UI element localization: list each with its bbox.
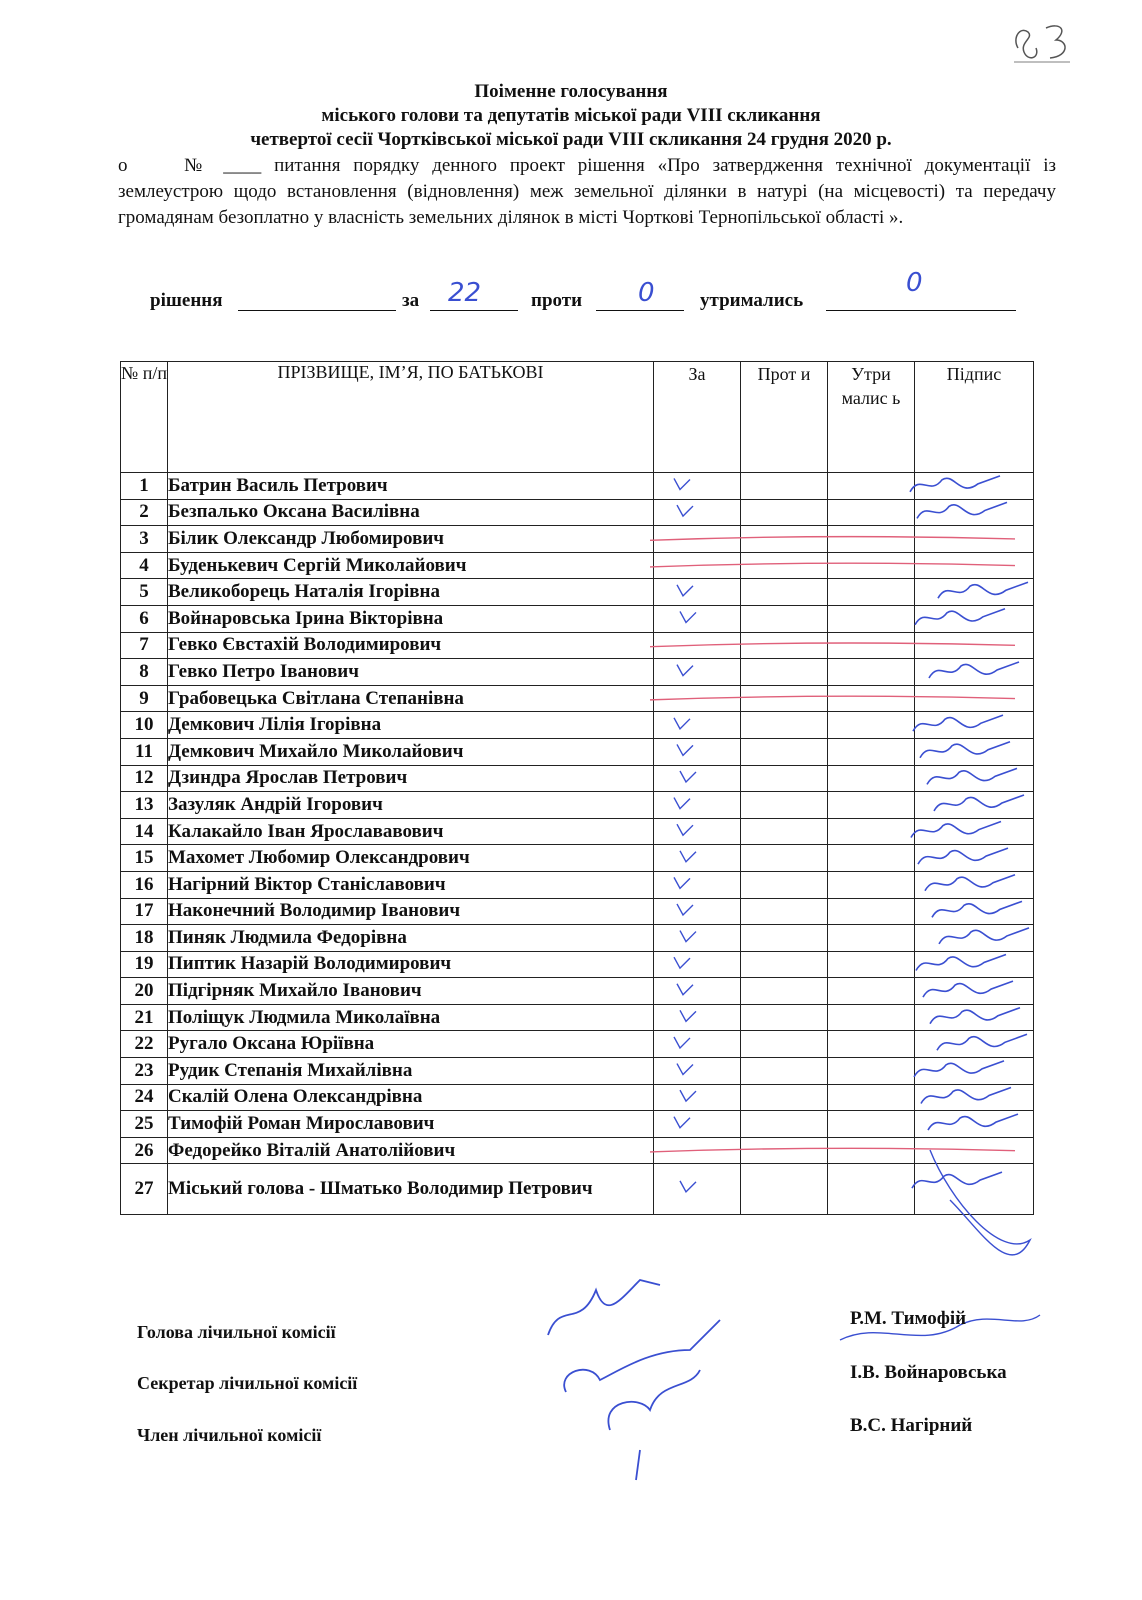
row-abstain-cell (828, 1137, 915, 1164)
row-against-cell (741, 499, 828, 526)
row-for-cell (654, 978, 741, 1005)
row-number: 3 (121, 526, 168, 553)
row-against-cell (741, 818, 828, 845)
row-name: Батрин Василь Петрович (168, 473, 654, 500)
table-row (121, 526, 1034, 553)
row-name: Гевко Євстахій Володимирович (168, 632, 654, 659)
row-abstain-cell (828, 1111, 915, 1138)
row-name: Пиняк Людмила Федорівна (168, 925, 654, 952)
row-number: 1 (121, 473, 168, 500)
secretary-name: І.В. Войнаровська (850, 1362, 1007, 1383)
row-for-cell (654, 552, 741, 579)
row-name: Федорейко Віталій Анатолійович (168, 1137, 654, 1164)
table-row (121, 1111, 1034, 1138)
row-name: Дзиндра Ярослав Петрович (168, 765, 654, 792)
row-number: 21 (121, 1004, 168, 1031)
row-name: Наконечний Володимир Іванович (168, 898, 654, 925)
for-label: за (402, 290, 420, 311)
row-signature-cell (915, 818, 1034, 845)
abstain-value: 0 (906, 268, 923, 298)
header-name: ПРІЗВИЩЕ, ІМ’Я, ПО БАТЬКОВІ (168, 362, 654, 473)
row-signature-cell (915, 685, 1034, 712)
table-row (121, 632, 1034, 659)
table-row (121, 1058, 1034, 1085)
row-signature-cell (915, 871, 1034, 898)
row-name: Тимофій Роман Мирославович (168, 1111, 654, 1138)
table-row (121, 579, 1034, 606)
row-number: 17 (121, 898, 168, 925)
row-against-cell (741, 1137, 828, 1164)
row-for-cell (654, 925, 741, 952)
row-number: 5 (121, 579, 168, 606)
row-abstain-cell (828, 632, 915, 659)
row-number: 6 (121, 605, 168, 632)
chair-name: Р.М. Тимофій (850, 1308, 967, 1329)
against-blank (596, 310, 684, 311)
row-abstain-cell (828, 1084, 915, 1111)
row-name: Махомет Любомир Олександрович (168, 845, 654, 872)
row-name: Рудик Степанія Михайлівна (168, 1058, 654, 1085)
table-row (121, 845, 1034, 872)
decision-label: рішення (150, 290, 223, 311)
row-number: 25 (121, 1111, 168, 1138)
table-row (121, 818, 1034, 845)
header-abstain: Утри малис ь (828, 362, 915, 473)
table-row (121, 792, 1034, 819)
row-signature-cell (915, 925, 1034, 952)
row-signature-cell (915, 1111, 1034, 1138)
decision-blank (238, 310, 396, 311)
table-row (121, 1031, 1034, 1058)
row-for-cell (654, 1058, 741, 1085)
row-number: 20 (121, 978, 168, 1005)
table-row (121, 659, 1034, 686)
row-against-cell (741, 1111, 828, 1138)
row-name: Нагірний Віктор Станіславович (168, 871, 654, 898)
chair-signature (548, 1280, 660, 1335)
row-abstain-cell (828, 871, 915, 898)
row-number: 22 (121, 1031, 168, 1058)
row-for-cell (654, 605, 741, 632)
row-number: 18 (121, 925, 168, 952)
row-number: 16 (121, 871, 168, 898)
row-abstain-cell (828, 712, 915, 739)
row-for-cell (654, 871, 741, 898)
row-abstain-cell (828, 845, 915, 872)
row-for-cell (654, 659, 741, 686)
row-for-cell (654, 632, 741, 659)
title-line-1: Поіменне голосування (474, 81, 668, 102)
row-against-cell (741, 579, 828, 606)
abstain-label: утримались (700, 290, 804, 311)
row-abstain-cell (828, 1164, 915, 1215)
row-for-cell (654, 1137, 741, 1164)
row-signature-cell (915, 499, 1034, 526)
member-signature (608, 1370, 700, 1480)
row-signature-cell (915, 1058, 1034, 1085)
row-against-cell (741, 605, 828, 632)
bullet: o (118, 155, 128, 176)
row-for-cell (654, 845, 741, 872)
row-for-cell (654, 951, 741, 978)
row-signature-cell (915, 845, 1034, 872)
abstain-blank (826, 310, 1016, 311)
row-against-cell (741, 1031, 828, 1058)
row-abstain-cell (828, 818, 915, 845)
header-signature: Підпис (915, 362, 1034, 473)
for-value: 22 (448, 278, 482, 308)
row-against-cell (741, 526, 828, 553)
row-for-cell (654, 526, 741, 553)
row-name: Калакайло Іван Ярослававович (168, 818, 654, 845)
table-row (121, 1084, 1034, 1111)
row-signature-cell (915, 552, 1034, 579)
row-against-cell (741, 552, 828, 579)
row-name: Грабовецька Світлана Степанівна (168, 685, 654, 712)
table-row (121, 712, 1034, 739)
row-for-cell (654, 818, 741, 845)
row-signature-cell (915, 1137, 1034, 1164)
row-against-cell (741, 871, 828, 898)
row-signature-cell (915, 978, 1034, 1005)
row-name: Поліщук Людмила Миколаївна (168, 1004, 654, 1031)
page-number-handwritten (1010, 18, 1080, 68)
row-for-cell (654, 1111, 741, 1138)
row-abstain-cell (828, 925, 915, 952)
table-row (121, 871, 1034, 898)
row-signature-cell (915, 712, 1034, 739)
row-number: 14 (121, 818, 168, 845)
row-signature-cell (915, 898, 1034, 925)
table-row (121, 605, 1034, 632)
table-row (121, 951, 1034, 978)
table-row (121, 1164, 1034, 1215)
row-abstain-cell (828, 792, 915, 819)
row-abstain-cell (828, 1058, 915, 1085)
header-against: Прот и (741, 362, 828, 473)
table-header-row (121, 362, 1034, 473)
row-abstain-cell (828, 1004, 915, 1031)
row-number: 19 (121, 951, 168, 978)
row-number: 27 (121, 1164, 168, 1215)
title-line-2: міського голови та депутатів міської ради VIII скликання (321, 105, 821, 126)
row-signature-cell (915, 659, 1034, 686)
secretary-label: Секретар лічильної комісії (137, 1373, 358, 1393)
row-signature-cell (915, 792, 1034, 819)
row-signature-cell (915, 526, 1034, 553)
member-label: Член лічильної комісії (137, 1425, 322, 1445)
row-abstain-cell (828, 1031, 915, 1058)
table-row (121, 1137, 1034, 1164)
row-signature-cell (915, 605, 1034, 632)
row-for-cell (654, 712, 741, 739)
table-row (121, 1004, 1034, 1031)
row-name: Войнаровська Ірина Вікторівна (168, 605, 654, 632)
row-number: 15 (121, 845, 168, 872)
row-against-cell (741, 925, 828, 952)
row-for-cell (654, 1084, 741, 1111)
row-name: Гевко Петро Іванович (168, 659, 654, 686)
for-blank (430, 310, 518, 311)
row-against-cell (741, 898, 828, 925)
row-number: 11 (121, 738, 168, 765)
row-abstain-cell (828, 738, 915, 765)
row-signature-cell (915, 1084, 1034, 1111)
row-abstain-cell (828, 579, 915, 606)
table-row (121, 473, 1034, 500)
table-row (121, 765, 1034, 792)
table-row (121, 978, 1034, 1005)
table-row (121, 499, 1034, 526)
row-for-cell (654, 898, 741, 925)
row-number: 23 (121, 1058, 168, 1085)
row-for-cell (654, 579, 741, 606)
row-signature-cell (915, 632, 1034, 659)
row-abstain-cell (828, 499, 915, 526)
row-number: 8 (121, 659, 168, 686)
row-against-cell (741, 1058, 828, 1085)
row-against-cell (741, 473, 828, 500)
row-name: Скалій Олена Олександрівна (168, 1084, 654, 1111)
secretary-signature (564, 1320, 720, 1392)
row-signature-cell (915, 1031, 1034, 1058)
row-number: 24 (121, 1084, 168, 1111)
row-abstain-cell (828, 526, 915, 553)
row-name: Великоборець Наталія Ігорівна (168, 579, 654, 606)
row-number: 7 (121, 632, 168, 659)
row-abstain-cell (828, 951, 915, 978)
table-row (121, 685, 1034, 712)
table-row (121, 552, 1034, 579)
row-name: Підгірняк Михайло Іванович (168, 978, 654, 1005)
row-against-cell (741, 738, 828, 765)
roll-call-table (120, 361, 1034, 1215)
question-text (118, 153, 1056, 231)
chair-label: Голова лічильної комісії (137, 1322, 336, 1342)
row-signature-cell (915, 765, 1034, 792)
row-name: Безпалько Оксана Василівна (168, 499, 654, 526)
row-for-cell (654, 1031, 741, 1058)
row-abstain-cell (828, 659, 915, 686)
row-against-cell (741, 659, 828, 686)
row-against-cell (741, 1084, 828, 1111)
table-row (121, 738, 1034, 765)
row-signature-cell (915, 738, 1034, 765)
row-number: 4 (121, 552, 168, 579)
row-abstain-cell (828, 605, 915, 632)
row-name: Буденькевич Сергій Миколайович (168, 552, 654, 579)
row-for-cell (654, 738, 741, 765)
title-line-3: четвертої сесії Чортківської міської ради VIII скликання 24 грудня 2020 р. (250, 129, 892, 150)
row-name: Білик Олександр Любомирович (168, 526, 654, 553)
row-against-cell (741, 712, 828, 739)
row-against-cell (741, 792, 828, 819)
row-abstain-cell (828, 552, 915, 579)
against-label: проти (531, 290, 583, 311)
against-value: 0 (638, 278, 655, 308)
header-for: За (654, 362, 741, 473)
row-signature-cell (915, 1164, 1034, 1215)
row-number: 9 (121, 685, 168, 712)
row-name: Демкович Лілія Ігорівна (168, 712, 654, 739)
member-name: В.С. Нагірний (850, 1415, 973, 1436)
row-abstain-cell (828, 473, 915, 500)
row-abstain-cell (828, 898, 915, 925)
table-row (121, 898, 1034, 925)
row-against-cell (741, 951, 828, 978)
document-title (0, 80, 1142, 152)
row-name: Міський голова - Шматько Володимир Петрович (168, 1164, 654, 1215)
row-for-cell (654, 792, 741, 819)
row-number: 12 (121, 765, 168, 792)
row-signature-cell (915, 473, 1034, 500)
header-no: № п/п (121, 362, 168, 473)
row-name: Ругало Оксана Юріївна (168, 1031, 654, 1058)
question-body: № ____ питання порядку денного проект рішення «Про затвердження технічної документації із землеустрою щодо встановлення (відновлення) меж земельної ділянки в натурі (на місцевості) та передачу громадянам безоплатно у власність земельних ділянок в місті Чорткові Тернопільської області ». (118, 155, 1056, 228)
row-signature-cell (915, 1004, 1034, 1031)
row-abstain-cell (828, 978, 915, 1005)
row-against-cell (741, 632, 828, 659)
row-against-cell (741, 845, 828, 872)
row-name: Зазуляк Андрій Ігорович (168, 792, 654, 819)
row-number: 2 (121, 499, 168, 526)
row-number: 10 (121, 712, 168, 739)
row-for-cell (654, 473, 741, 500)
row-name: Демкович Михайло Миколайович (168, 738, 654, 765)
row-abstain-cell (828, 685, 915, 712)
row-for-cell (654, 1004, 741, 1031)
row-abstain-cell (828, 765, 915, 792)
row-number: 26 (121, 1137, 168, 1164)
row-number: 13 (121, 792, 168, 819)
row-name: Пиптик Назарій Володимирович (168, 951, 654, 978)
row-signature-cell (915, 579, 1034, 606)
row-against-cell (741, 1164, 828, 1215)
table-row (121, 925, 1034, 952)
row-for-cell (654, 685, 741, 712)
row-against-cell (741, 978, 828, 1005)
row-against-cell (741, 685, 828, 712)
row-for-cell (654, 1164, 741, 1215)
row-for-cell (654, 499, 741, 526)
row-against-cell (741, 1004, 828, 1031)
row-signature-cell (915, 951, 1034, 978)
row-for-cell (654, 765, 741, 792)
row-against-cell (741, 765, 828, 792)
